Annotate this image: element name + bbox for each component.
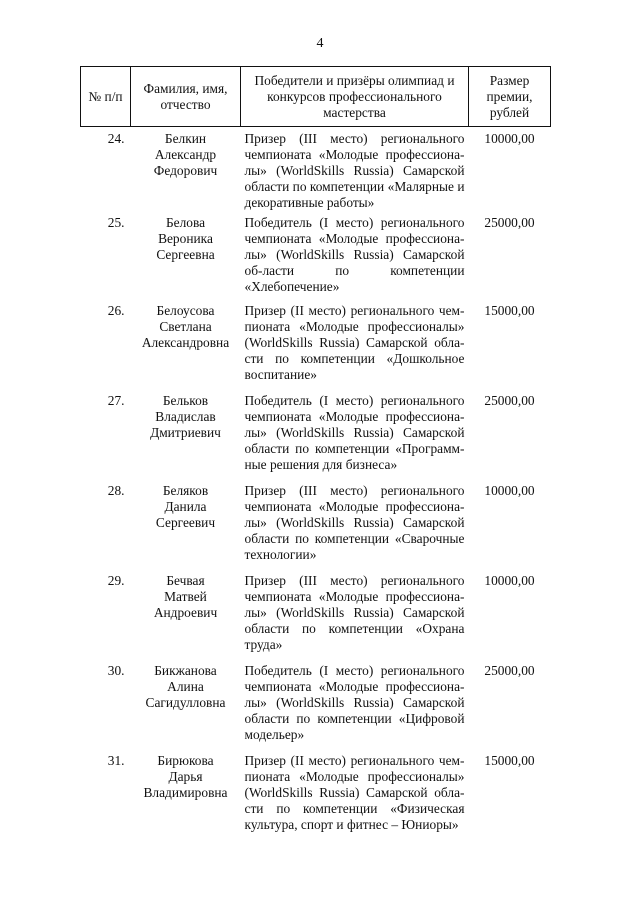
surname: Бельков [162, 393, 209, 408]
person-name [131, 127, 241, 212]
first-name: Дарья [168, 769, 203, 784]
surname: Бечвая [166, 573, 205, 588]
award-description: Призер (III место) регионального чемпионата «Молодые профессиона-лы» (WorldSkills Russia) Самарской области по компетенции «Охрана труда» [244, 573, 465, 652]
header-name: Фамилия, имя, отчество [131, 67, 241, 127]
awards-table [80, 66, 551, 839]
prize-amount: 15000,00 [484, 303, 535, 318]
patronymic: Владимировна [143, 785, 228, 800]
first-name: Светлана [159, 319, 212, 334]
person-name [131, 479, 241, 569]
patronymic: Александровна [141, 335, 230, 350]
first-name: Вероника [158, 231, 213, 246]
header-prize: Размер премии, рублей [469, 67, 551, 127]
row-number: 27. [107, 393, 125, 408]
row-number: 30. [107, 663, 125, 678]
patronymic: Сергеевна [156, 247, 215, 262]
first-name: Алина [167, 679, 204, 694]
award-description: Призер (III место) регионального чемпионата «Молодые профессиона-лы» (WorldSkills Russia) Самарской области по компетенции «Малярные и декоративные работы» [244, 131, 465, 210]
person-name [131, 389, 241, 479]
patronymic: Сергеевич [155, 515, 216, 530]
table-row [81, 299, 551, 389]
patronymic: Сагидулловна [145, 695, 226, 710]
award-description: Победитель (I место) регионального чемпионата «Молодые профессиона-лы» (WorldSkills Russia) Самарской области по компетенции «Цифровой модельер» [244, 663, 465, 742]
page-number: 4 [316, 36, 324, 51]
first-name: Александр [154, 147, 217, 162]
row-number: 31. [107, 753, 125, 768]
person-name [131, 569, 241, 659]
table-row [81, 749, 551, 839]
prize-amount: 10000,00 [484, 131, 535, 146]
table-row [81, 127, 551, 212]
header-num: № п/п [81, 67, 131, 127]
prize-amount: 25000,00 [484, 663, 535, 678]
person-name [131, 659, 241, 749]
first-name: Данила [164, 499, 207, 514]
surname: Белова [165, 215, 206, 230]
header-desc: Победители и призёры олимпиад и конкурсов профессионального мастерства [241, 67, 469, 127]
row-number: 29. [107, 573, 125, 588]
table-row [81, 659, 551, 749]
table-row [81, 569, 551, 659]
prize-amount: 25000,00 [484, 393, 535, 408]
row-number: 24. [107, 131, 125, 146]
prize-amount: 10000,00 [484, 573, 535, 588]
row-number: 25. [107, 215, 125, 230]
person-name [131, 211, 241, 299]
patronymic: Федорович [153, 163, 218, 178]
surname: Белкин [164, 131, 207, 146]
surname: Бикжанова [154, 663, 217, 678]
prize-amount: 25000,00 [484, 215, 535, 230]
patronymic: Андроевич [153, 605, 218, 620]
surname: Бирюкова [157, 753, 214, 768]
award-description: Призер (II место) регионального чем-пионата «Молодые профессионалы» (WorldSkills Russia) Самарской обла-сти по компетенции «Физическая культура, спорт и фитнес – Юниоры» [244, 753, 465, 832]
table-row [81, 389, 551, 479]
row-number: 28. [107, 483, 125, 498]
prize-amount: 15000,00 [484, 753, 535, 768]
table-header-row [81, 67, 551, 127]
award-description: Призер (II место) регионального чем-пионата «Молодые профессионалы» (WorldSkills Russia) Самарской обла-сти по компетенции «Дошкольное воспитание» [244, 303, 465, 382]
row-number: 26. [107, 303, 125, 318]
person-name [131, 299, 241, 389]
award-description: Победитель (I место) регионального чемпионата «Молодые профессиона-лы» (WorldSkills Russia) Самарской области по компетенции «Программ-ные решения для бизнеса» [244, 393, 465, 472]
surname: Белоусова [156, 303, 215, 318]
award-description: Победитель (I место) регионального чемпионата «Молодые профессиона-лы» (WorldSkills Russia) Самарской об-ласти по компетенции «Хлебопечение» [244, 215, 465, 294]
first-name: Владислав [155, 409, 216, 424]
table-row [81, 479, 551, 569]
table-row [81, 211, 551, 299]
patronymic: Дмитриевич [150, 425, 221, 440]
surname: Беляков [162, 483, 209, 498]
award-description: Призер (III место) регионального чемпионата «Молодые профессиона-лы» (WorldSkills Russia) Самарской области по компетенции «Сварочные технологии» [244, 483, 465, 562]
prize-amount: 10000,00 [484, 483, 535, 498]
person-name [131, 749, 241, 839]
first-name: Матвей [164, 589, 207, 604]
